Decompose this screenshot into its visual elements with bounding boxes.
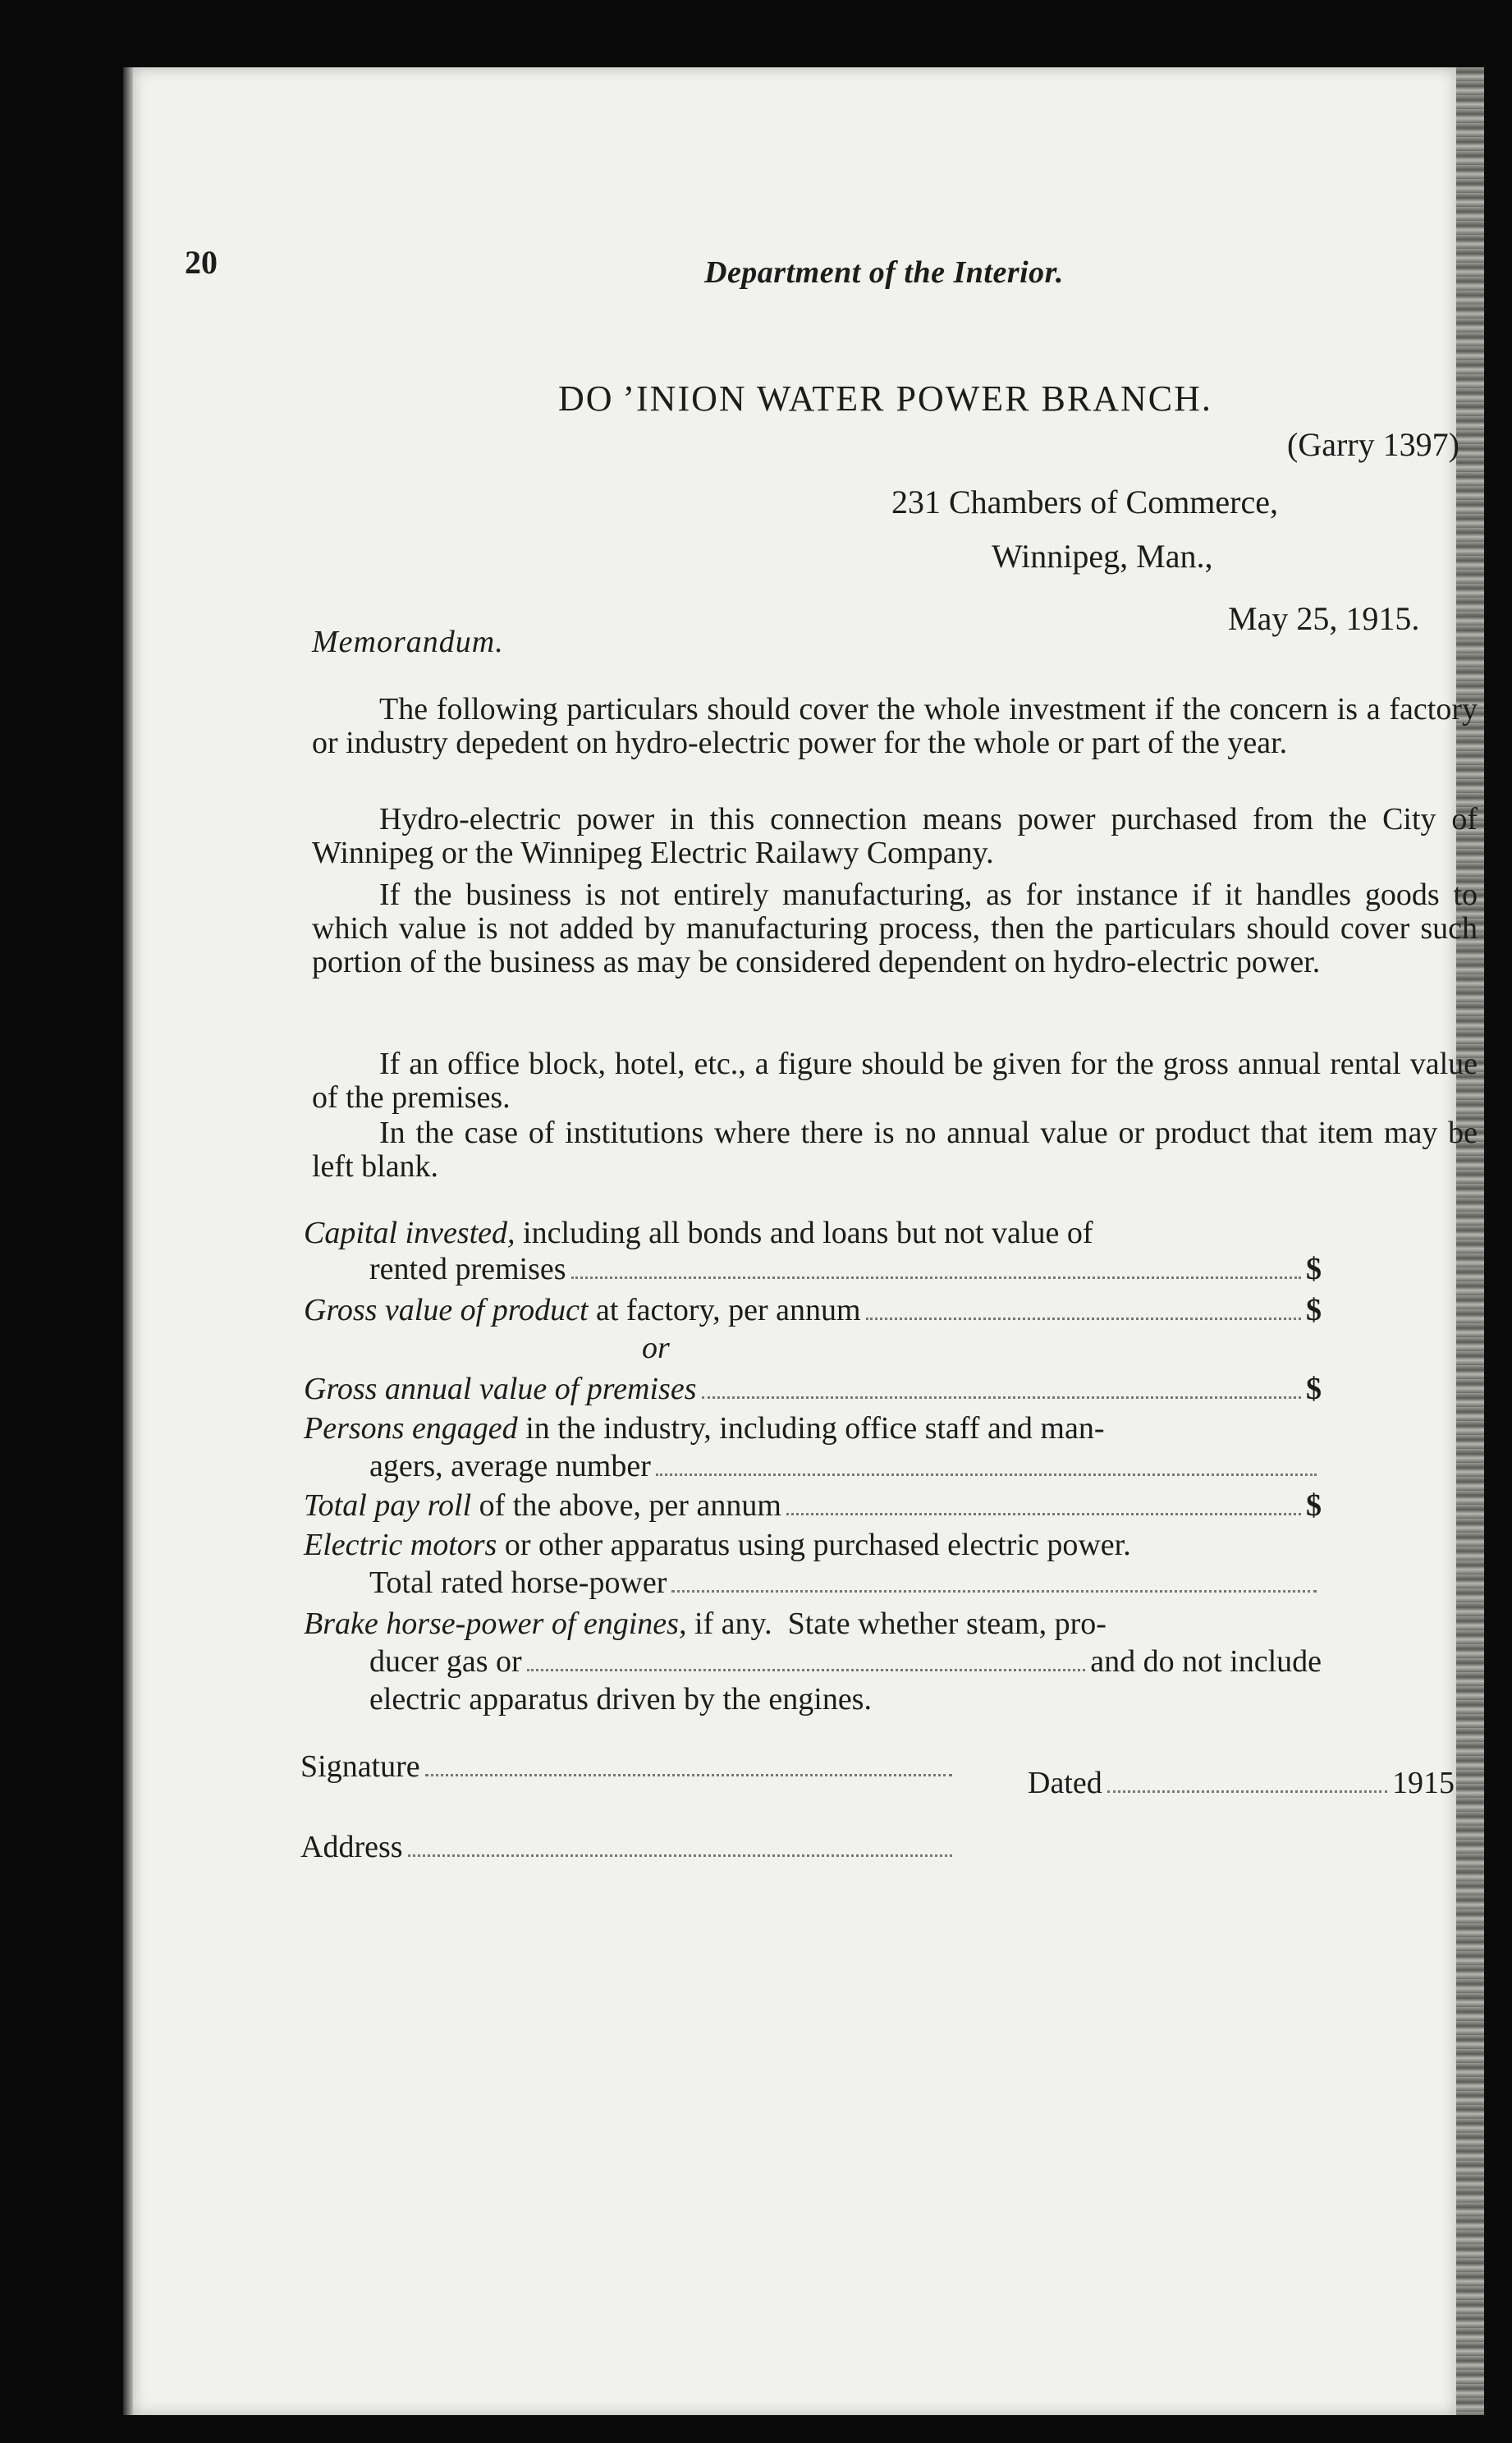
persons-number-label: agers, average number	[369, 1449, 651, 1483]
gross-annual-term: Gross annual value of premises	[304, 1372, 697, 1406]
signature-field[interactable]	[425, 1766, 952, 1776]
signature-row	[300, 1749, 957, 1785]
horsepower-label: Total rated horse-power	[369, 1565, 667, 1600]
page-edge-right	[1456, 67, 1484, 2415]
persons-field[interactable]	[656, 1465, 1317, 1476]
running-head: Department of the Interior.	[704, 255, 1064, 290]
memorandum-label: Memorandum.	[312, 625, 504, 659]
signature-label: Signature	[300, 1749, 420, 1784]
motors-text: or other apparatus using purchased electric power.	[497, 1528, 1131, 1562]
electric-apparatus-row	[304, 1681, 1387, 1717]
year-label: 1915	[1392, 1766, 1455, 1800]
address-field[interactable]	[408, 1846, 952, 1857]
payroll-dollar: $	[1306, 1488, 1322, 1523]
producer-gas-field[interactable]	[527, 1661, 1086, 1671]
paragraph-hydro-definition: Hydro-electric power in this connection means power purchased from the City of Winnipeg or the Winnipeg Electric Railawy Company.	[312, 802, 1478, 870]
do-not-include-label: and do not include	[1090, 1644, 1322, 1679]
horsepower-field[interactable]	[671, 1582, 1317, 1593]
motors-term: Electric motors	[304, 1528, 497, 1562]
brake-term: Brake horse-power of engines,	[304, 1607, 687, 1641]
rented-premises-label: rented premises	[369, 1252, 566, 1286]
capital-term: Capital invested,	[304, 1216, 515, 1250]
persons-number-row	[304, 1448, 1322, 1484]
capital-text: including all bonds and loans but not value of	[515, 1216, 1093, 1250]
dated-label: Dated	[1028, 1766, 1102, 1800]
page-number: 20	[185, 244, 218, 281]
persons-term: Persons engaged	[304, 1411, 518, 1446]
gross-product-term: Gross value of product	[304, 1293, 589, 1327]
horsepower-row	[304, 1565, 1322, 1601]
brake-row	[304, 1606, 1322, 1642]
payroll-term: Total pay roll	[304, 1488, 472, 1523]
paragraph-office-block: If an office block, hotel, etc., a figure should be given for the gross annual rental value of the premises.	[312, 1047, 1478, 1115]
persons-row	[304, 1410, 1322, 1446]
capital-row	[304, 1215, 1322, 1251]
motors-row	[304, 1527, 1322, 1563]
branch-title: DO ’INION WATER POWER BRANCH.	[558, 378, 1212, 419]
paragraph-investment: The following particulars should cover the whole investment if the concern is a factory or industry depedent on hydro-electric power for the whole or part of the year.	[312, 692, 1478, 760]
persons-text: in the industry, including office staff and man-	[517, 1411, 1105, 1446]
producer-gas-row	[304, 1643, 1322, 1680]
gross-product-dollar: $	[1306, 1293, 1322, 1327]
producer-gas-label: ducer gas or	[369, 1644, 522, 1679]
rented-premises-row	[304, 1251, 1322, 1287]
gross-product-row	[304, 1292, 1322, 1328]
payroll-row	[304, 1487, 1322, 1524]
dated-field[interactable]	[1107, 1782, 1387, 1793]
address-row	[300, 1829, 957, 1865]
brake-text: if any. State whether steam, pro-	[686, 1607, 1107, 1641]
dated-row	[1028, 1765, 1455, 1801]
payroll-field[interactable]	[786, 1505, 1301, 1515]
paragraph-institutions: In the case of institutions where there is no annual value or product that item may be left blank.	[312, 1116, 1478, 1184]
street-address: 231 Chambers of Commerce,	[891, 484, 1278, 520]
capital-dollar: $	[1306, 1252, 1322, 1286]
payroll-text: of the above, per annum	[471, 1488, 781, 1523]
paragraph-business: If the business is not entirely manufacturing, as for instance if it handles goods to which value is not added by manufacturing process, then the particulars should cover such portion of the business as may be considered dependent on hydro-electric power.	[312, 878, 1478, 979]
phone-number: (Garry 1397)	[1287, 426, 1459, 463]
electric-apparatus-label: electric apparatus driven by the engines.	[369, 1682, 872, 1717]
gross-annual-field[interactable]	[702, 1388, 1302, 1399]
capital-field[interactable]	[571, 1268, 1301, 1279]
city: Winnipeg, Man.,	[992, 538, 1213, 575]
or-label: or	[642, 1331, 670, 1365]
gross-annual-dollar: $	[1306, 1372, 1322, 1406]
gross-product-text: at factory, per annum	[588, 1293, 861, 1327]
gross-annual-row	[304, 1371, 1322, 1407]
gross-product-field[interactable]	[866, 1309, 1301, 1320]
letter-date: May 25, 1915.	[1228, 600, 1420, 637]
address-label: Address	[300, 1830, 403, 1864]
